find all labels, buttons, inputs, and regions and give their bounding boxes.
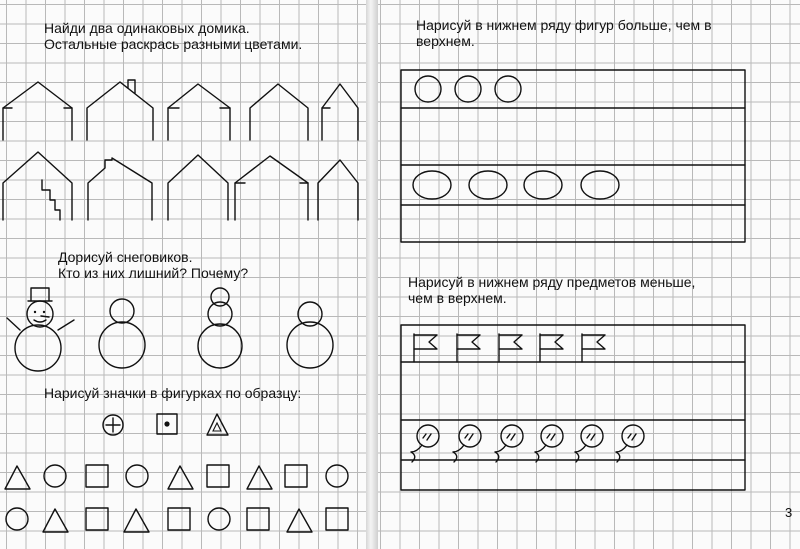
house-3[interactable]: [168, 84, 230, 140]
snowman-3[interactable]: [198, 288, 242, 368]
items-box: [401, 325, 745, 490]
balloon-5: [575, 425, 603, 462]
shape-triangle-6[interactable]: [287, 509, 312, 532]
oval-1: [413, 171, 451, 199]
book-gutter: [366, 0, 378, 549]
shape-triangle-2[interactable]: [168, 466, 193, 489]
balloon-1: [411, 425, 439, 462]
house-9[interactable]: [235, 156, 308, 220]
house-1[interactable]: [3, 82, 72, 140]
houses-task-line2: Остальные раскрась разными цветами.: [44, 36, 303, 52]
balloon-6: [616, 425, 644, 462]
house-10[interactable]: [318, 160, 358, 220]
house-6[interactable]: [3, 152, 72, 220]
oval-4: [581, 171, 619, 199]
left-page-drawings: [0, 0, 366, 549]
signs-task-line1: Нарисуй значки в фигурках по образцу:: [44, 385, 302, 401]
balloon-2: [453, 425, 481, 462]
oval-2: [469, 171, 507, 199]
shape-square-3[interactable]: [285, 465, 307, 487]
top-circle-1: [415, 76, 441, 102]
balloon-3: [495, 425, 523, 462]
snowman-2[interactable]: [99, 299, 145, 368]
more-figures-task-line1: Нарисуй в нижнем ряду фигур больше, чем в: [416, 17, 712, 33]
shape-circle-5[interactable]: [208, 508, 230, 530]
flag-1: [414, 334, 437, 362]
flag-5: [582, 334, 605, 362]
shape-square-1[interactable]: [86, 465, 108, 487]
top-circle-2: [455, 76, 481, 102]
snowman-4[interactable]: [287, 302, 333, 368]
house-7[interactable]: [88, 158, 152, 220]
house-5[interactable]: [322, 84, 358, 140]
page-number: 3: [785, 505, 793, 520]
right-page-drawings: [378, 0, 800, 549]
shape-circle-1[interactable]: [44, 465, 66, 487]
shape-triangle-1[interactable]: [5, 466, 30, 489]
shape-triangle-3[interactable]: [247, 466, 272, 489]
sample-triangle-triangle: [207, 414, 228, 435]
shape-square-7[interactable]: [326, 508, 348, 530]
right-page: [378, 0, 800, 549]
circles-box: [401, 70, 745, 242]
sample-circle-plus: [103, 415, 123, 435]
flag-4: [540, 334, 563, 362]
house-2[interactable]: [87, 80, 153, 140]
shape-triangle-5[interactable]: [124, 509, 149, 532]
top-circle-3: [495, 76, 521, 102]
fewer-items-task-line1: Нарисуй в нижнем ряду предметов меньше,: [408, 274, 696, 290]
left-page: [0, 0, 366, 549]
balloon-4: [535, 425, 563, 462]
fewer-items-task-line2: чем в верхнем.: [408, 290, 507, 306]
snowmen-task-line1: Дорисуй снеговиков.: [58, 249, 193, 265]
flag-2: [457, 334, 480, 362]
shape-circle-3[interactable]: [326, 465, 348, 487]
sample-square-dot: [157, 414, 177, 434]
shape-square-6[interactable]: [247, 508, 269, 530]
shape-square-2[interactable]: [207, 465, 229, 487]
flag-3: [499, 334, 522, 362]
oval-3: [524, 171, 562, 199]
shape-triangle-4[interactable]: [43, 509, 68, 532]
snowman-1[interactable]: [7, 288, 74, 371]
shape-square-4[interactable]: [86, 508, 108, 530]
shape-circle-2[interactable]: [126, 465, 148, 487]
house-8[interactable]: [168, 155, 228, 220]
shape-square-5[interactable]: [168, 508, 190, 530]
house-4[interactable]: [250, 84, 308, 140]
more-figures-task-line2: верхнем.: [416, 33, 475, 49]
snowmen-task-line2: Кто из них лишний? Почему?: [58, 265, 249, 281]
houses-task-line1: Найди два одинаковых домика.: [44, 20, 250, 36]
shape-circle-4[interactable]: [6, 508, 28, 530]
